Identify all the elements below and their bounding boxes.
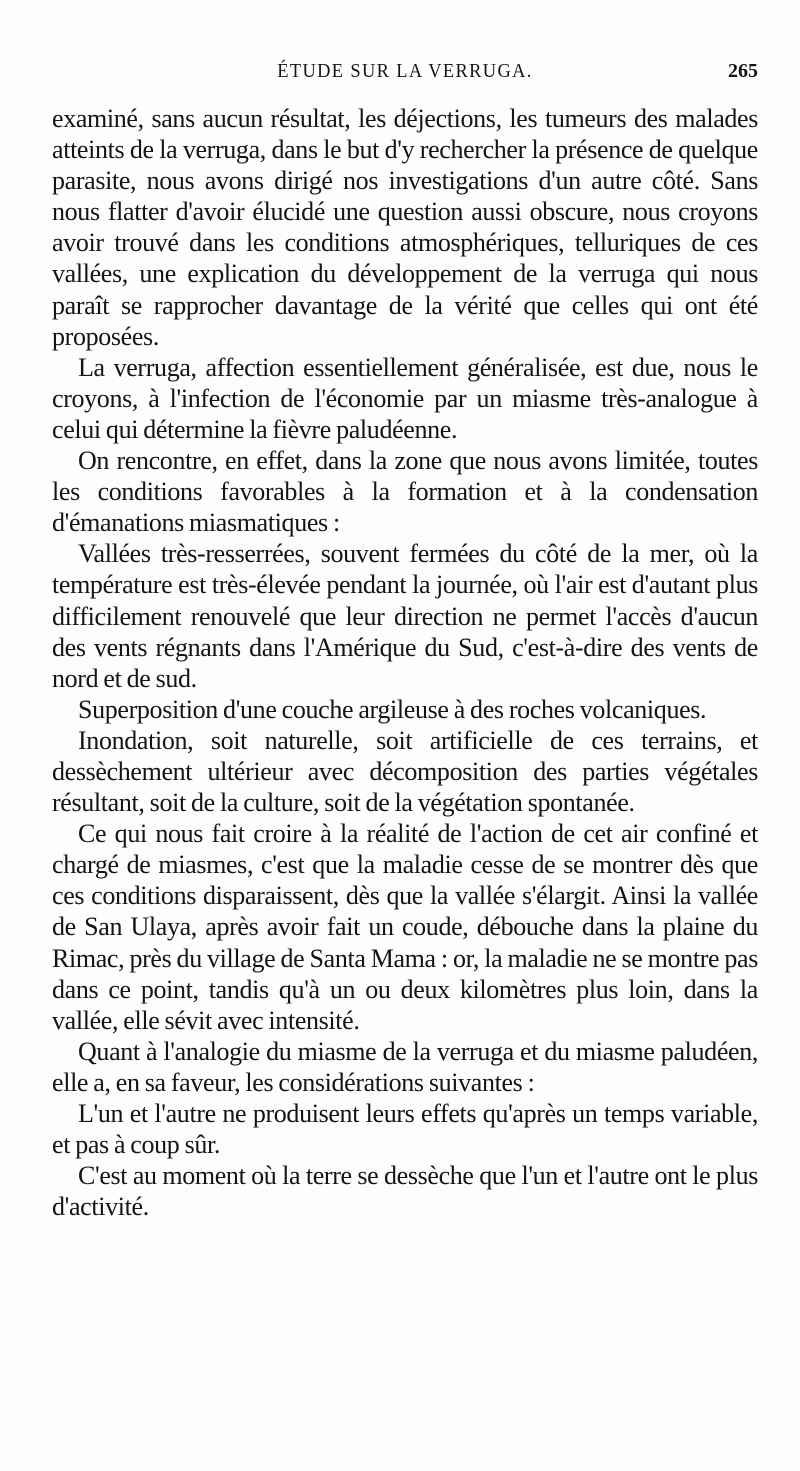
paragraph-conditions: On rencontre, en effet, dans la zone que nous avons limitée, toutes les conditions favorables à la formation et à la condensation d'émanations miasmatiques : (52, 446, 758, 538)
paragraph-valleys: Vallées très-resserrées, souvent fermées du côté de la mer, où la température est très-élevée pendant la journée, où l'air est d'autant plus difficilement renouvelé que leur direction ne permet l'accès d'aucun des vents régnants dans l'Amérique du Sud, c'est-à-dire des vents de nord et de sud. (52, 539, 758, 693)
paragraph-activity: C'est au moment où la terre se dessèche que l'un et l'autre ont le plus d'activité. (52, 1161, 758, 1222)
paragraph-continued: examiné, sans aucun résultat, les déjections, les tumeurs des malades atteints de la verruga, dans le but d'y rechercher la présence de quelque parasite, nous avons dirigé nos investigations d'un autre côté. Sans nous flatter d'avoir élucidé une question aussi obscure, nous croyons avoir trouvé dans les conditions atmosphériques, telluriques de ces vallées, une explication du développement de la verruga qui nous paraît se rapprocher davantage de la vérité que celles qui ont été proposées. (52, 104, 758, 351)
paragraph-confined-air: Ce qui nous fait croire à la réalité de l'action de cet air confiné et chargé de miasmes, c'est que la maladie cesse de se montrer dès que ces conditions disparaissent, dès que la vallée s'élargit. Ainsi la vallée de San Ulaya, après avoir fait un coude, débouche dans la plaine du Rimac, près du village de Santa Mama : or, la maladie ne se montre pas dans ce point, tandis qu'à un ou deux kilomètres plus loin, dans la vallée, elle sévit avec intensité. (52, 819, 758, 1035)
paragraph-delay: L'un et l'autre ne produisent leurs effets qu'après un temps variable, et pas à coup sûr. (52, 1099, 758, 1160)
running-title: ÉTUDE SUR LA VERRUGA. (277, 60, 533, 82)
body-text (52, 103, 758, 1222)
paragraph-superposition: Superposition d'une couche argileuse à des roches volcaniques. (78, 694, 707, 724)
paragraph-verruga-infection: La verruga, affection essentiellement généralisée, est due, nous le croyons, à l'infection de l'économie par un miasme très-analogue à celui qui détermine la fièvre paludéenne. (52, 352, 758, 444)
running-head (52, 60, 758, 90)
paragraph-inondation: Inondation, soit naturelle, soit artificielle de ces terrains, et dessèchement ultérieur avec décomposition des parties végétales résultant, soit de la culture, soit de la végétation spontanée. (52, 725, 758, 818)
paragraph-analogy: Quant à l'analogie du miasme de la verruga et du miasme paludéen, elle a, en sa faveur, les considérations suivantes : (52, 1036, 758, 1097)
page-number: 265 (728, 60, 758, 82)
